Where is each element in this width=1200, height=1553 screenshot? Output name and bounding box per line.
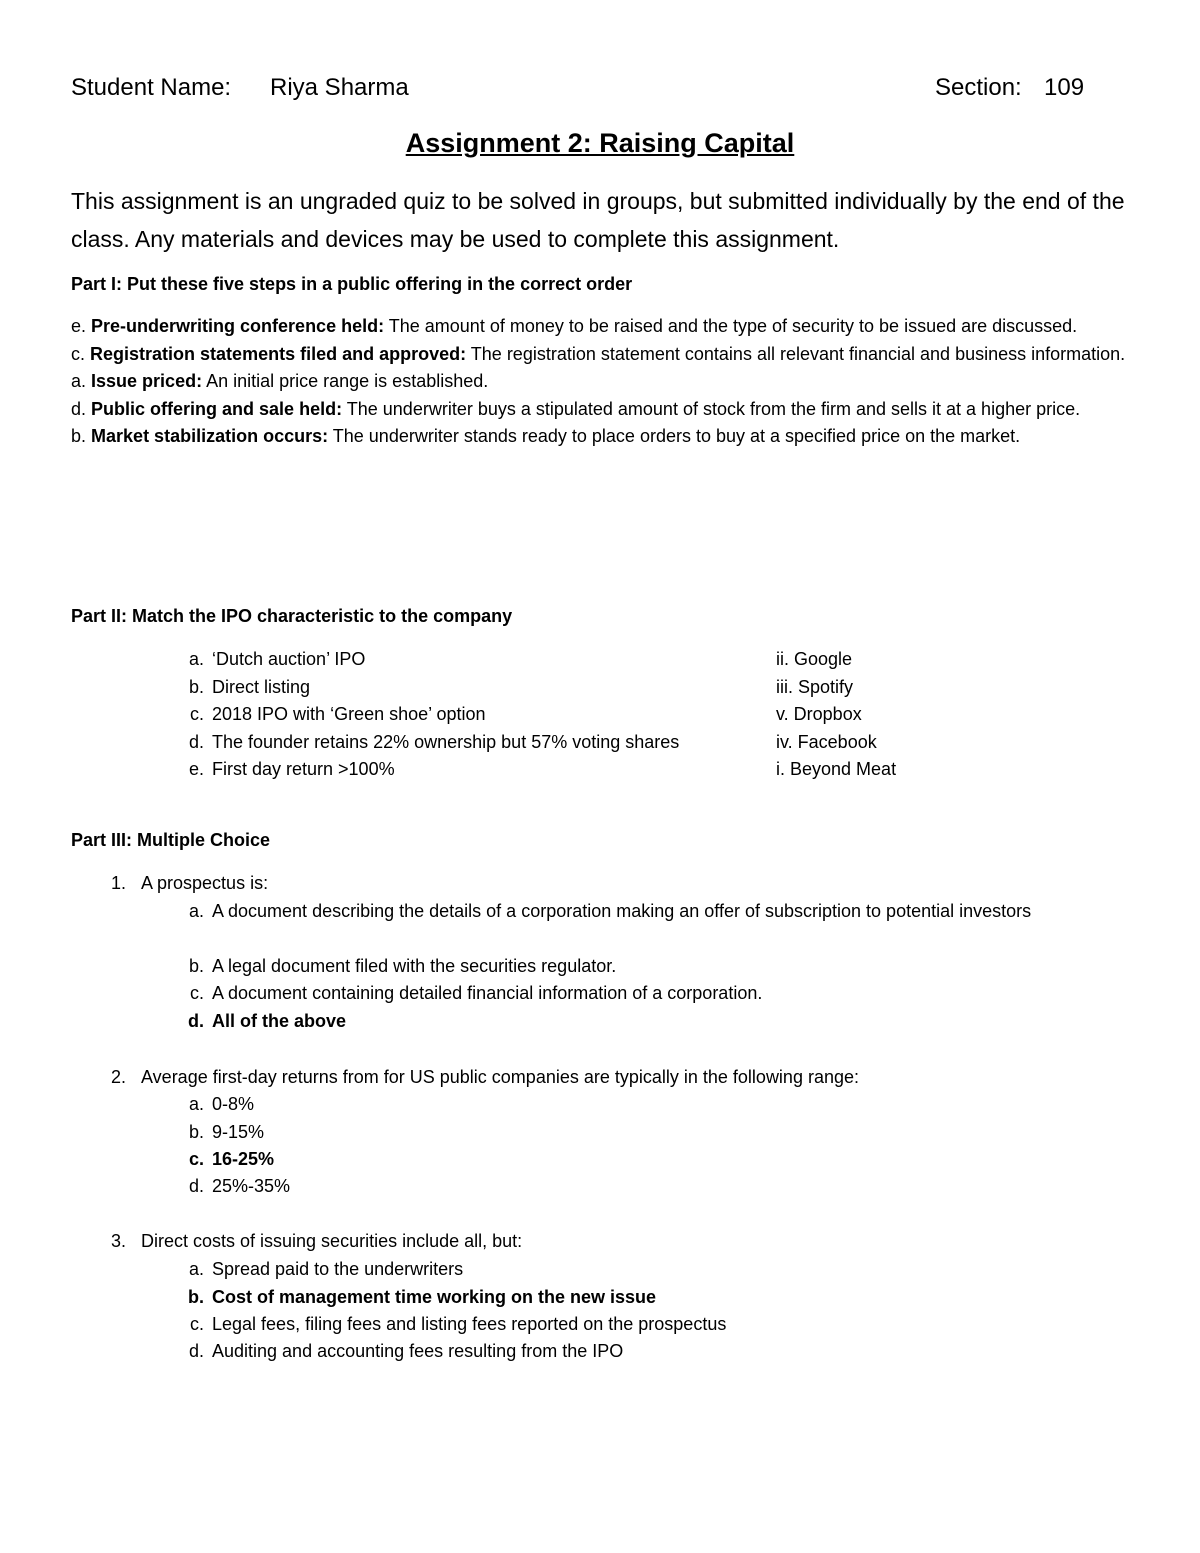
match-characteristic: The founder retains 22% ownership but 57% voting shares bbox=[212, 732, 680, 752]
part1-steps bbox=[71, 313, 1131, 451]
question-text: Direct costs of issuing securities include all, but: bbox=[141, 1231, 523, 1251]
option-text: A legal document filed with the securities regulator. bbox=[212, 956, 617, 976]
part1-heading: Part I: Put these five steps in a public offering in the correct order bbox=[71, 274, 633, 294]
match-row bbox=[0, 729, 1200, 757]
match-characteristic: 2018 IPO with ‘Green shoe’ option bbox=[212, 704, 486, 724]
section-label: Section: bbox=[935, 74, 1022, 101]
page-title: Assignment 2: Raising Capital bbox=[405, 128, 795, 158]
step-text: An initial price range is established. bbox=[206, 371, 489, 391]
match-company: v. Dropbox bbox=[776, 704, 862, 724]
step-title: Public offering and sale held: bbox=[91, 398, 343, 419]
step-item: c. Registration statements filed and approved: The registration statement contains all relevant financial and business information. bbox=[71, 343, 1126, 364]
step-text: The amount of money to be raised and the type of security to be issued are discussed. bbox=[388, 316, 1078, 336]
option-text: Cost of management time working on the new issue bbox=[212, 1287, 657, 1307]
step-item: a. Issue priced: An initial price range is established. bbox=[71, 371, 489, 391]
answer-option bbox=[0, 1119, 1200, 1147]
option-text: 9-15% bbox=[212, 1122, 265, 1142]
match-label: c. bbox=[189, 704, 204, 724]
option-text: 16-25% bbox=[212, 1149, 275, 1169]
option-label: c. bbox=[189, 983, 204, 1003]
answer-option bbox=[0, 1091, 1200, 1119]
step-item: b. Market stabilization occurs: The underwriter stands ready to place orders to buy at a specified price on the market. bbox=[71, 426, 1021, 446]
step-title: Market stabilization occurs: bbox=[91, 426, 329, 446]
option-label: a. bbox=[188, 1094, 204, 1114]
step-text: The underwriter stands ready to place orders to buy at a specified price on the market. bbox=[332, 426, 1021, 446]
answer-option bbox=[0, 1311, 1200, 1339]
match-company: i. Beyond Meat bbox=[776, 759, 897, 779]
option-label: d. bbox=[188, 1176, 204, 1196]
option-text: 0-8% bbox=[212, 1094, 255, 1114]
option-text: A document describing the details of a corporation making an offer of subscription to potential investors bbox=[212, 901, 1032, 921]
answer-option-selected bbox=[0, 1008, 1200, 1036]
match-characteristic: Direct listing bbox=[212, 677, 311, 697]
option-label: d. bbox=[188, 1341, 204, 1361]
match-label: d. bbox=[188, 732, 204, 752]
option-text: Auditing and accounting fees resulting from the IPO bbox=[212, 1341, 624, 1361]
answer-option bbox=[0, 1173, 1200, 1201]
answer-option bbox=[0, 953, 1200, 981]
student-name-label: Student Name: bbox=[71, 74, 232, 101]
match-row bbox=[0, 756, 1200, 784]
match-company: iv. Facebook bbox=[776, 732, 877, 752]
option-label: a. bbox=[188, 901, 204, 921]
step-text: The underwriter buys a stipulated amount of stock from the firm and sells it at a higher price. bbox=[346, 398, 1081, 419]
step-item: d. Public offering and sale held: The underwriter buys a stipulated amount of stock from the firm and sells it at a higher price. bbox=[71, 398, 1081, 419]
question-2 bbox=[0, 1064, 1200, 1092]
student-name-value: Riya Sharma bbox=[270, 74, 409, 101]
step-item: e. Pre-underwriting conference held: The amount of money to be raised and the type of security to be issued are discussed. bbox=[71, 316, 1078, 336]
step-title: Registration statements filed and approved: bbox=[90, 343, 467, 364]
match-characteristic: ‘Dutch auction’ IPO bbox=[212, 649, 366, 669]
option-label: b. bbox=[188, 1287, 204, 1307]
intro-paragraph: This assignment is an ungraded quiz to be solved in groups, but submitted individually by the end of the class. Any materials and devices may be used to complete this assignment. bbox=[71, 188, 1125, 252]
question-3 bbox=[0, 1228, 1200, 1256]
step-title: Issue priced: bbox=[91, 371, 203, 391]
question-number: 1. bbox=[110, 873, 126, 893]
match-label: e. bbox=[188, 759, 204, 779]
answer-option-selected bbox=[0, 1284, 1200, 1312]
question-text: A prospectus is: bbox=[141, 873, 269, 893]
answer-option bbox=[0, 1256, 1200, 1284]
answer-option bbox=[0, 1338, 1200, 1366]
option-text: Spread paid to the underwriters bbox=[212, 1259, 464, 1279]
step-text: The registration statement contains all relevant financial and business information. bbox=[470, 343, 1126, 364]
match-row bbox=[0, 701, 1200, 729]
answer-option bbox=[0, 898, 1200, 953]
part3-heading: Part III: Multiple Choice bbox=[71, 830, 271, 850]
option-text: All of the above bbox=[212, 1011, 347, 1031]
option-text: Legal fees, filing fees and listing fees reported on the prospectus bbox=[212, 1314, 727, 1334]
option-text: 25%-35% bbox=[212, 1176, 291, 1196]
part2-heading: Part II: Match the IPO characteristic to the company bbox=[71, 606, 513, 626]
match-row bbox=[0, 646, 1200, 674]
match-company: ii. Google bbox=[776, 649, 853, 669]
option-text: A document containing detailed financial information of a corporation. bbox=[212, 983, 763, 1003]
question-1 bbox=[0, 870, 1200, 898]
question-number: 2. bbox=[110, 1067, 126, 1087]
option-label: b. bbox=[188, 1122, 204, 1142]
question-text: Average first-day returns from for US public companies are typically in the following range: bbox=[141, 1067, 859, 1087]
step-title: Pre-underwriting conference held: bbox=[91, 316, 385, 336]
answer-option bbox=[0, 980, 1200, 1008]
match-company: iii. Spotify bbox=[776, 677, 854, 697]
question-number: 3. bbox=[110, 1231, 126, 1251]
match-label: b. bbox=[188, 677, 204, 697]
section-value: 109 bbox=[1044, 74, 1085, 101]
option-label: b. bbox=[188, 956, 204, 976]
option-label: c. bbox=[188, 1149, 204, 1169]
match-label: a. bbox=[188, 649, 204, 669]
match-characteristic: First day return >100% bbox=[212, 759, 395, 779]
option-label: c. bbox=[189, 1314, 204, 1334]
option-label: d. bbox=[188, 1011, 204, 1031]
answer-option-selected bbox=[0, 1146, 1200, 1174]
option-label: a. bbox=[188, 1259, 204, 1279]
match-row bbox=[0, 674, 1200, 702]
